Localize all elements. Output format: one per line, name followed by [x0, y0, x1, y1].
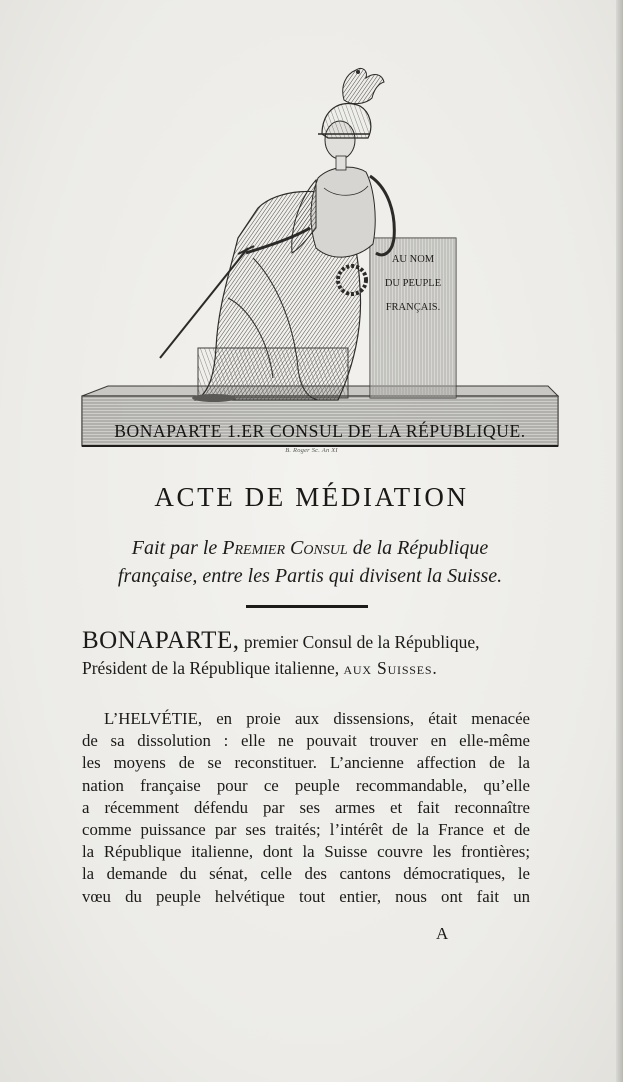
stele-line-1: AU NOM: [391, 254, 435, 265]
body-line: a récemment défendu par ses armes et fait reconnaître: [82, 797, 530, 817]
frontispiece-engraving: [78, 48, 562, 468]
salutation-line1: premier Consul de la République,: [239, 632, 480, 652]
seated-helvetia-figure: [160, 68, 394, 402]
body-line: la demande du sénat, celle des cantons démocratiques, le: [82, 864, 530, 884]
salutation-line2: Président de la République italienne,: [82, 658, 344, 678]
salutation-name: BONAPARTE,: [82, 627, 240, 654]
page-edge: [616, 0, 623, 1082]
body-line: nation française pour ce peuple recommandable, qu’elle: [82, 775, 530, 795]
body-line: L’HELVÉTIE, en proie aux dissensions, était menacée: [104, 709, 530, 728]
subtitle-line2: française, entre les Partis qui divisent la Suisse.: [117, 565, 503, 587]
section-divider-rule: [246, 605, 368, 608]
document-title: ACTE DE MÉDIATION: [154, 482, 469, 512]
salutation-paragraph: [82, 628, 530, 681]
body-line: vœu du peuple helvétique tout entier, nous ont fait un: [82, 886, 530, 906]
helvetia-figure-illustration: [78, 48, 562, 468]
body-line: la République italienne, dont la Suisse couvre les frontières;: [82, 842, 530, 862]
body-line: comme puissance par ses traités; l’intérêt de la France et de: [82, 819, 530, 839]
body-line: de sa dissolution : elle ne pouvait trouver en elle-même: [82, 731, 530, 751]
subtitle-line1-end: de la République: [347, 537, 489, 559]
catchword-signature: A: [436, 924, 449, 943]
document-subtitle: [60, 534, 560, 590]
subtitle-first-consul: Premier Consul: [222, 537, 348, 559]
salutation-addressee: aux Suisses.: [343, 658, 438, 678]
subtitle-line1-start: Fait par le: [131, 537, 223, 559]
body-line: les moyens de se reconstituer. L’ancienne affection de la: [82, 753, 530, 773]
engraver-credit: B. Roger Sc. An XI: [285, 447, 338, 454]
stele-inscription: [385, 254, 441, 313]
stele-line-3: FRANÇAIS.: [385, 302, 441, 313]
body-paragraph: [82, 708, 530, 908]
plinth-caption: BONAPARTE 1.ER CONSUL DE LA RÉPUBLIQUE.: [114, 421, 526, 441]
stele-line-2: DU PEUPLE: [384, 278, 442, 289]
